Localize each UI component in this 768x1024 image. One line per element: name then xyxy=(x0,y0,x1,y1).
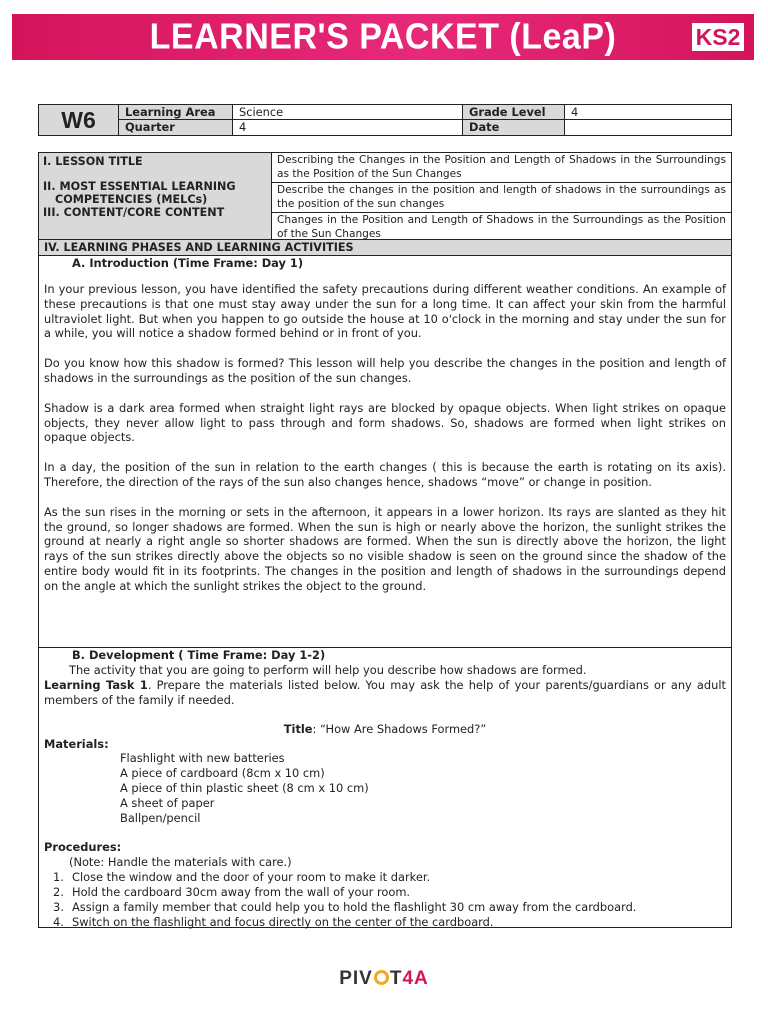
melc-label: II. MOST ESSENTIAL LEARNING COMPETENCIES (MELCs) xyxy=(43,180,236,206)
introduction-section xyxy=(39,256,731,648)
quarter-label: Quarter xyxy=(119,120,232,135)
procedures-label: Procedures: xyxy=(44,839,122,854)
intro-paragraph: In your previous lesson, you have identified the safety precautions during different weather conditions. An example of these precautions is that one must stay away under the sun for a long time. It can affect your skin from the harmful ultraviolet light. But when you happen to go outside the house at 10 o'clock in the morning and stay under the sun for a while, you will notice a shadow formed behind or in front of you. xyxy=(44,282,726,341)
intro-paragraph: Do you know how this shadow is formed? This lesson will help you describe the changes in the position and length of shadows in the surroundings as the position of the sun changes. xyxy=(44,356,726,385)
procedure-step: 3. Assign a family member that could help you to hold the flashlight 30 cm away from the cardboard. xyxy=(53,899,637,914)
introduction-heading: A. Introduction (Time Frame: Day 1) xyxy=(72,256,304,270)
intro-paragraph: Shadow is a dark area formed when straight light rays are blocked by opaque objects. When light strikes on opaque objects, they never allow light to pass through and form shadows. So, shadows are formed when light strikes on opaque objects. xyxy=(44,400,726,445)
intro-paragraph: As the sun rises in the morning or sets in the afternoon, it appears in a lower horizon. Its rays are slanted as they hit the ground, so longer shadows are formed. When the sun is high or nearly above the horizon, the sunlight strikes the ground at nearly a right angle so shorter shadows are formed. When the sun is directly above the horizon, the light rays of the sun strikes directly above the objects so no visible shadow is seen on the ground since the shadow of the entire body would fit in its footprints. The changes in the position and length of shadows in the surroundings depend on the angle at which the sunlight strikes the object to the ground. xyxy=(44,504,726,593)
intro-paragraph: In a day, the position of the sun in relation to the earth changes ( this is because the earth is rotating on its axis). Therefore, the direction of the rays of the sun also changes hence, shadows “move” or change in position. xyxy=(44,460,726,489)
procedure-step: 4. Switch on the flashlight and focus directly on the center of the cardboard. xyxy=(53,914,494,929)
grade-level-label: Grade Level xyxy=(463,105,564,120)
procedures-note: (Note: Handle the materials with care.) xyxy=(69,854,292,869)
key-stage-badge: KS2 xyxy=(692,23,744,51)
lesson-info-table xyxy=(38,152,732,240)
material-item: A piece of thin plastic sheet (8 cm x 10 cm) xyxy=(120,781,369,796)
learning-area-value: Science xyxy=(233,105,462,120)
development-section xyxy=(39,648,731,929)
footer xyxy=(0,968,768,992)
grade-level-value: 4 xyxy=(565,105,731,120)
material-item: Flashlight with new batteries xyxy=(120,751,285,766)
week-label: W6 xyxy=(39,105,119,135)
leap-banner xyxy=(12,14,754,60)
date-label: Date xyxy=(463,120,564,135)
procedure-steps xyxy=(44,870,726,930)
material-item: Ballpen/pencil xyxy=(120,811,201,826)
content-value: Changes in the Position and Length of Shadows in the Surroundings as the Position of the Sun Changes xyxy=(277,214,726,240)
lesson-title-value: Describing the Changes in the Position and Length of Shadows in the Surroundings as the Position of the Sun Changes xyxy=(272,153,731,183)
pivot-logo: PIV T4A xyxy=(339,968,429,989)
procedure-step: 2. Hold the cardboard 30cm away from the wall of your room. xyxy=(53,884,411,899)
learning-area-label: Learning Area xyxy=(119,105,232,120)
development-heading: B. Development ( Time Frame: Day 1-2) xyxy=(72,648,326,662)
lesson-title-label: I. LESSON TITLE xyxy=(43,155,143,168)
date-value xyxy=(565,120,731,135)
quarter-value: 4 xyxy=(239,120,247,134)
learning-phases-section xyxy=(38,240,732,928)
melc-value: Describe the changes in the position and length of shadows in the surroundings as the position of the sun changes xyxy=(272,183,731,213)
materials-label: Materials: xyxy=(44,736,109,751)
development-intro: The activity that you are going to perform will help you describe how shadows are formed. xyxy=(69,662,587,677)
procedure-step: 1. Close the window and the door of your room to make it darker. xyxy=(53,869,431,884)
learning-task-1: Learning Task 1. Prepare the materials listed below. You may ask the help of your parents/guardians or any adult members of the family if needed. xyxy=(44,677,726,707)
banner-title: LEARNER'S PACKET (LeaP) xyxy=(149,16,617,57)
header-table xyxy=(38,104,732,136)
activity-title: Title: “How Are Shadows Formed?” xyxy=(283,721,487,736)
pivot-o-icon xyxy=(374,970,389,985)
learning-phases-header: IV. LEARNING PHASES AND LEARNING ACTIVITIES xyxy=(39,240,731,256)
material-item: A sheet of paper xyxy=(120,796,215,811)
material-item: A piece of cardboard (8cm x 10 cm) xyxy=(120,766,325,781)
content-label: III. CONTENT/CORE CONTENT xyxy=(43,206,225,219)
